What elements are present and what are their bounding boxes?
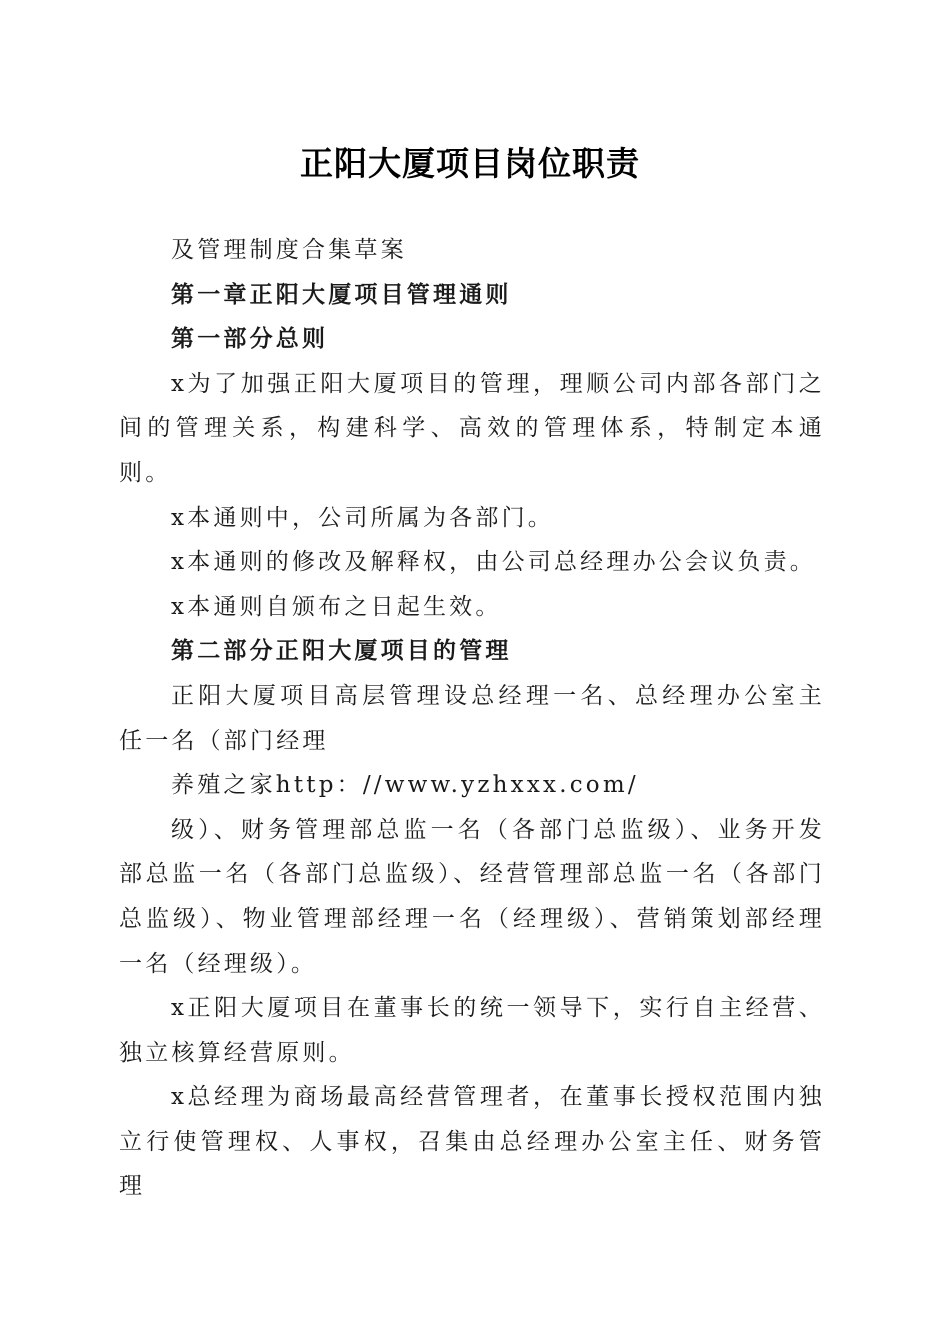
paragraph: 级）、财务管理部总监一名（各部门总监级）、业务开发部总监一名（各部门总监级）、经营管理部总监一名（各部门总监级）、物业管理部经理一名（经理级）、营销策划部经理一名（经理级）。: [119, 816, 825, 977]
paragraph-website: 养殖之家http：//www.yzhxxx.com/: [171, 772, 639, 799]
chapter-heading: 第一章正阳大厦项目管理通则: [171, 280, 512, 308]
section-heading-general: 第一部分总则: [171, 325, 329, 353]
paragraph: x本通则的修改及解释权，由公司总经理办公会议负责。: [171, 549, 816, 576]
document-title: 正阳大厦项目岗位职责: [300, 144, 640, 183]
paragraph-subtitle: 及管理制度合集草案: [171, 237, 407, 263]
paragraph: x为了加强正阳大厦项目的管理，理顺公司内部各部门之间的管理关系，构建科学、高效的管理体系，特制定本通则。: [119, 370, 825, 486]
paragraph: x本通则自颁布之日起生效。: [171, 593, 502, 620]
section-heading-management: 第二部分正阳大厦项目的管理: [171, 637, 512, 665]
paragraph: x本通则中，公司所属为各部门。: [171, 504, 554, 531]
paragraph: x总经理为商场最高经营管理者，在董事长授权范围内独立行使管理权、人事权，召集由总经理办公室主任、财务管理: [119, 1084, 825, 1200]
paragraph: x正阳大厦项目在董事长的统一领导下，实行自主经营、独立核算经营原则。: [119, 995, 825, 1066]
paragraph: 正阳大厦项目高层管理设总经理一名、总经理办公室主任一名（部门经理: [119, 682, 825, 754]
document-body: [119, 228, 825, 1209]
